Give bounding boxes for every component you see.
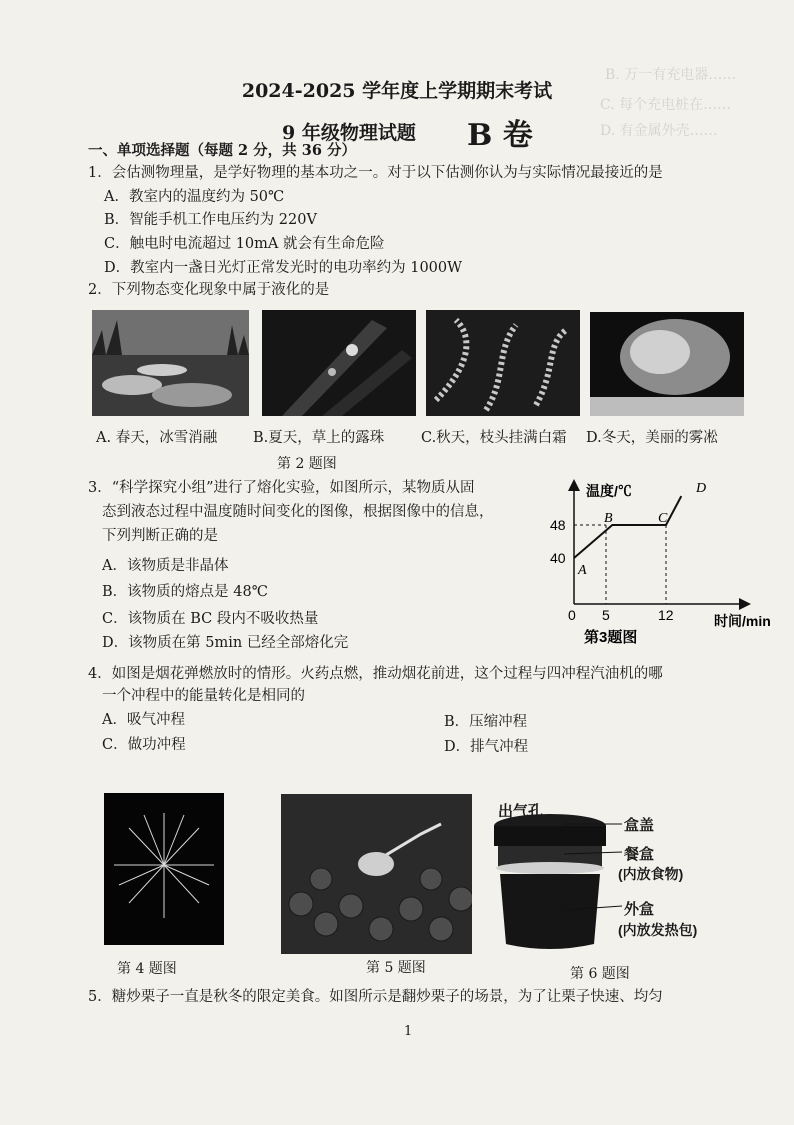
bleed-through-text: D. 有金属外壳…… [600, 123, 718, 139]
frost-photo [426, 310, 580, 416]
q1-option-c: C．触电时电流超过 10mA 就会有生命危险 [104, 236, 385, 252]
section-heading: 一、单项选择题（每题 2 分，共 36 分） [88, 142, 356, 159]
q2-option-b: B.夏天，草上的露珠 [253, 430, 385, 446]
q3-line-2: 态到液态过程中温度随时间变化的图像，根据图像中的信息， [102, 504, 494, 520]
outer-box-label: 外盒 [624, 901, 655, 918]
exam-title: 2024-2025 学年度上学期期末考试 [241, 80, 553, 102]
fig6-leader-lines [560, 818, 630, 928]
q1-option-a: A．教室内的温度约为 50℃ [104, 189, 285, 205]
lid-label: 盒盖 [624, 817, 655, 834]
x-axis-label: 时间/min [714, 613, 771, 629]
q4-line-1: 4．如图是烟花弹燃放时的情形。火药点燃，推动烟花前进，这个过程与四冲程汽油机的哪 [88, 666, 663, 682]
point-label-a: A [578, 563, 587, 578]
rime-photo [590, 312, 744, 416]
q2-stem: 2．下列物态变化现象中属于液化的是 [88, 282, 330, 298]
q1-stem: 1．会估测物理量，是学好物理的基本功之一。对于以下估测你认为与实际情况最接近的是 [88, 165, 663, 181]
outer-box-note: (内放发热包) [618, 922, 698, 938]
x-tick-12: 12 [658, 607, 674, 623]
fig5-caption: 第 5 题图 [366, 960, 426, 976]
q1-option-b: B．智能手机工作电压约为 220V [104, 212, 317, 228]
x-tick-5: 5 [602, 607, 610, 623]
fireworks-photo [104, 793, 224, 945]
graph-caption: 第3题图 [584, 629, 638, 646]
temperature-curve [574, 496, 681, 558]
q4-option-c: C．做功冲程 [102, 737, 186, 753]
bleed-through-text: C. 每个充电桩在…… [600, 97, 732, 113]
origin-label: 0 [568, 607, 576, 623]
vent-label: 出气孔 [498, 803, 544, 820]
point-label-c: C [658, 511, 668, 526]
q3-option-c: C．该物质在 BC 段内不吸收热量 [102, 611, 319, 627]
q2-option-d: D.冬天，美丽的雾凇 [586, 430, 718, 446]
q5-line-1: 5．糖炒栗子一直是秋冬的限定美食。如图所示是翻炒栗子的场景，为了让栗子快速、均匀 [88, 989, 663, 1005]
q3-line-3: 下列判断正确的是 [102, 528, 218, 544]
q3-line-1: 3．“科学探究小组”进行了熔化实验，如图所示，某物质从固 [88, 480, 475, 496]
q4-line-2: 一个冲程中的能量转化是相同的 [102, 688, 305, 704]
melting-graph [538, 474, 788, 656]
q2-option-c: C.秋天，枝头挂满白霜 [421, 430, 567, 446]
fig4-caption: 第 4 题图 [117, 961, 177, 977]
fig6-caption: 第 6 题图 [570, 966, 630, 982]
dew-photo [262, 310, 416, 416]
q4-option-d: D．排气冲程 [444, 739, 529, 755]
q4-option-a: A．吸气冲程 [102, 712, 185, 728]
bleed-through-text: B. 万一有充电器…… [605, 67, 737, 83]
point-label-b: B [604, 511, 613, 526]
q4-option-b: B．压缩冲程 [444, 714, 528, 730]
q1-option-d: D．教室内一盏日光灯正常发光时的电功率约为 1000W [104, 260, 463, 276]
q3-option-b: B．该物质的熔点是 48℃ [102, 584, 268, 600]
page-number: 1 [404, 1024, 413, 1039]
q3-option-a: A．该物质是非晶体 [102, 558, 229, 574]
paper-type: B 卷 [467, 118, 533, 153]
melting-snow-photo [92, 310, 249, 416]
q3-option-d: D．该物质在第 5min 已经全部熔化完 [102, 635, 349, 651]
food-box-label: 餐盒 [624, 846, 655, 863]
food-box-note: (内放食物) [618, 866, 684, 882]
point-label-d: D [696, 481, 707, 496]
chestnut-photo [281, 794, 472, 954]
y-tick-40: 40 [550, 550, 566, 566]
q2-option-a: A. 春天，冰雪消融 [96, 430, 218, 446]
q2-figure-caption: 第 2 题图 [277, 456, 337, 472]
y-axis-label: 温度/℃ [586, 483, 632, 499]
exam-subtitle: 9 年级物理试题 [282, 122, 416, 144]
y-tick-48: 48 [550, 517, 566, 533]
